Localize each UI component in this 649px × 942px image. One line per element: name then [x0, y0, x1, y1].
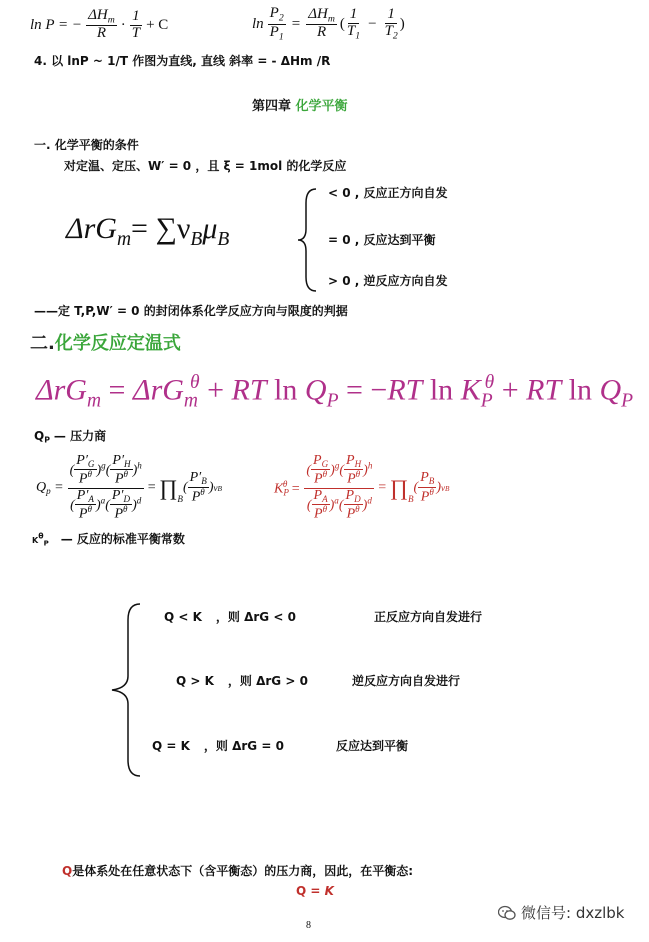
item-4-text: 4. 以 lnP ~ 1/T 作图为直线, 直线 斜率 = - ΔHm /R [34, 54, 331, 68]
gibbs-sum-formula: $\Delta rG_m= \sum\nu_B\mu_B$ [66, 212, 230, 250]
chapter-heading: 第四章 化学平衡 [252, 99, 348, 114]
fraction-1-over-t: $\frac{1}{T}$ [131, 7, 141, 41]
closing-statement: Q是体系处在任意状态下（含平衡态）的压力商，因此，在平衡态: [62, 864, 414, 878]
rules-brace [106, 600, 146, 780]
qp-pressure-quotient-formula: $Q_p$ = ( $\frac{P'_G}{P^\theta}$ )$^g$( $\frac{P'_H}{P^\theta}$ )$^h$ ( $\frac{P'_A}{P^\theta}$ )$^a$( $\frac{P'_D}{P^\theta}$ )$^d$ = ∏ B ( $\frac{P'_B}{P^\theta}$ ) νB [36, 452, 222, 522]
kp-equilibrium-constant-formula: $K_P^\theta$ = ( $\frac{P_G}{P^\theta}$ )$^g$( $\frac{P_H}{P^\theta}$ )$^h$ ( $\frac{P_A}{P^\theta}$ )$^a$( $\frac{P_D}{P^\theta}$ )$^d$ = ∏ B ( $\frac{P_B}{P^\theta}$ ) νB [274, 452, 450, 522]
case-zero: = 0 , 反应达到平衡 [328, 233, 436, 247]
wechat-watermark: 微信号: dxzlbk [498, 902, 624, 923]
section-1-heading: 一. 化学平衡的条件 [34, 138, 139, 152]
rule-qp-less-than-kp: Q < K ，则 ΔrG < 0 [164, 610, 296, 624]
fraction-1-over-t2: $\frac{1}{T_2}$ [384, 5, 398, 41]
cases-brace-1 [294, 185, 322, 295]
formula-clausius-clapeyron: ln P = − $\frac{\Delta H_m}{R}$ · $\frac{1}{T}$ + C [30, 6, 169, 42]
fraction-p2-over-p1: $\frac{P_2}{P_1}$ [269, 4, 284, 42]
section-2-heading: 二.化学反应定温式 [30, 333, 181, 354]
page-number: 8 [306, 920, 311, 931]
rule-qp-equals-kp: Q = K ，则 ΔrG = 0 [152, 739, 284, 753]
rule-result-forward: 正反应方向自发进行 [374, 610, 483, 624]
qp-definition-label: $Q_P$ — 压力商 [34, 429, 107, 445]
fraction-dh-over-r-2: $\frac{\Delta H_m}{R}$ [308, 5, 335, 41]
fraction-dh-over-r: $\frac{\Delta H_m}{R}$ [88, 6, 115, 42]
chapter-title: 化学平衡 [295, 99, 348, 114]
rule-qp-greater-than-kp: Q > K ，则 ΔrG > 0 [176, 674, 308, 688]
rule-result-reverse: 逆反应方向自发进行 [352, 674, 461, 688]
reaction-isotherm-formula: ΔrG$_m$ = ΔrG$_m^\theta$ + RT $\ln Q_P = -RT$ $\ln K_P^\theta$ + RT $\ln Q_P$ [36, 372, 634, 412]
wechat-icon [498, 905, 516, 921]
criterion-text: ——定 T,P,W′ = 0 的封闭体系化学反应方向与限度的判据 [34, 304, 348, 318]
section-1-condition: 对定温、定压、W′ = 0 ，且 ξ = 1mol 的化学反应 [64, 159, 347, 173]
kp-definition-label: $K^\theta_P$ — 反应的标准平衡常数 [32, 531, 185, 548]
equilibrium-equation: Q = K [296, 884, 334, 898]
case-negative: < 0 , 反应正方向自发 [328, 186, 448, 200]
formula-ln-p: ln P = − [30, 16, 83, 33]
fraction-1-over-t1: $\frac{1}{T_1}$ [346, 5, 361, 41]
case-positive: > 0 , 逆反应方向自发 [328, 274, 448, 288]
formula-integrated-clausius: ln $\frac{P_2}{P_1}$ = $\frac{\Delta H_m}{R}$ ( $\frac{1}{T_1}$ − $\frac{1}{T_2}$ ) [252, 4, 405, 42]
rule-result-equilibrium: 反应达到平衡 [336, 739, 409, 753]
